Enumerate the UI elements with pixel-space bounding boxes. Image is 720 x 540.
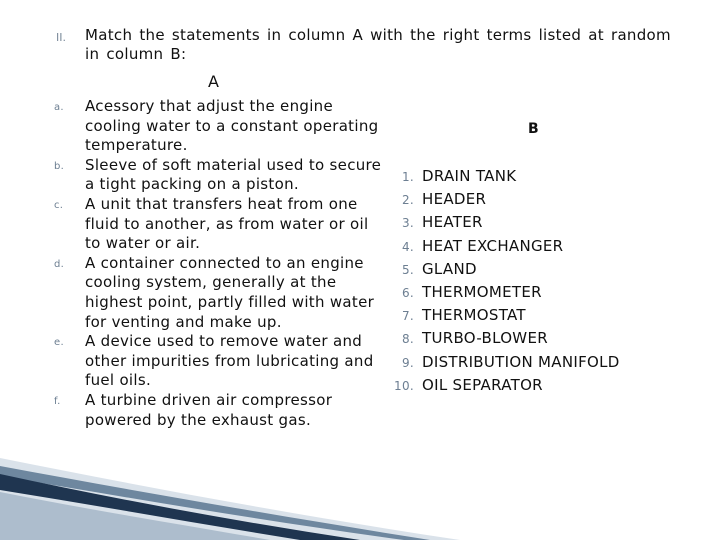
term-item	[382, 304, 682, 327]
term-number: 9.	[401, 355, 414, 370]
column-b-term-list	[382, 165, 682, 397]
term-number: 8.	[401, 332, 414, 347]
statement-text: A turbine driven air compressor powered by the exhaust gas.	[85, 390, 333, 429]
term-item	[382, 165, 682, 188]
statement-text: A device used to remove water and other impurities from lubricating and fuel oils.	[85, 332, 374, 390]
term-item	[382, 258, 682, 281]
statement-marker: e.	[54, 337, 64, 349]
statement-item	[54, 332, 384, 391]
term-text: OIL SEPARATOR	[422, 375, 543, 394]
term-item	[382, 351, 682, 374]
statement-item	[54, 195, 384, 254]
column-a-statement-list	[54, 97, 384, 430]
term-text: GLAND	[422, 259, 477, 278]
term-number: 7.	[401, 309, 414, 324]
term-number: 6.	[401, 286, 414, 301]
term-item	[382, 235, 682, 258]
statement-text: A container connected to an engine cooling system, generally at the highest point, partly filled with water for venting and make up.	[85, 253, 375, 331]
statement-text: Acessory that adjust the engine cooling water to a constant operating temperature.	[85, 97, 379, 155]
question-number: II.	[56, 31, 66, 44]
term-number: 1.	[401, 170, 414, 184]
statement-marker: a.	[54, 102, 64, 113]
column-a-heading: A	[208, 72, 220, 91]
term-number: 2.	[401, 193, 414, 208]
statement-marker: f.	[54, 395, 61, 407]
term-item	[382, 374, 682, 397]
term-number: 3.	[401, 216, 414, 231]
term-text: THERMOSTAT	[422, 306, 526, 325]
term-text: DRAIN TANK	[422, 167, 517, 185]
term-text: DISTRIBUTION MANIFOLD	[422, 352, 620, 371]
statement-marker: b.	[54, 160, 65, 172]
term-item	[382, 188, 682, 211]
term-item	[382, 281, 682, 304]
column-b-heading: B	[528, 121, 540, 137]
term-number: 4.	[401, 239, 414, 254]
statement-marker: c.	[54, 199, 64, 211]
term-text: TURBO-BLOWER	[422, 329, 548, 348]
term-text: HEAT EXCHANGER	[422, 236, 564, 255]
statement-item	[54, 97, 384, 156]
statement-item	[54, 254, 384, 332]
term-item	[382, 327, 682, 350]
term-number: 5.	[401, 262, 414, 277]
statement-item	[54, 156, 384, 195]
term-text: HEADER	[422, 190, 487, 209]
statement-text: Sleeve of soft material used to secure a tight packing on a piston.	[85, 155, 382, 194]
statement-text: A unit that transfers heat from one fluid to another, as from water or oil to water or air.	[85, 194, 369, 253]
term-number: 10.	[394, 378, 414, 393]
question-instruction: Match the statements in column A with the right terms listed at random in column B:	[85, 26, 671, 63]
term-text: THERMOMETER	[422, 283, 542, 302]
statement-marker: d.	[54, 258, 65, 270]
term-text: HEATER	[422, 213, 483, 232]
statement-item	[54, 391, 384, 430]
term-item	[382, 211, 682, 234]
